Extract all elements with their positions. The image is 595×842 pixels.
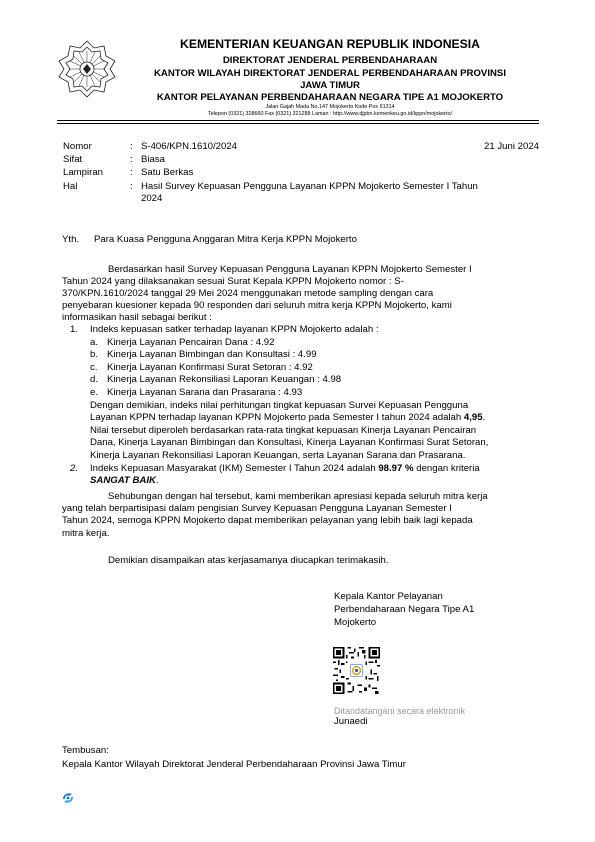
sifat-value: Biasa — [141, 154, 165, 165]
header-rule-thin — [57, 123, 539, 124]
yth-label: Yth. — [62, 234, 80, 245]
tembusan-label: Tembusan: — [62, 745, 109, 756]
closing-thanks: Demikian disampaikan atas kerjasamanya diucapkan terimakasih. — [108, 555, 389, 566]
list-number: 1. — [70, 324, 79, 335]
nomor-value: S-406/KPN.1610/2024 — [141, 141, 238, 152]
closing-line: Sehubungan dengan hal tersebut, kami memberikan apresiasi kepada seluruh mitra kerja — [108, 491, 488, 502]
directorate-name: DIREKTORAT JENDERAL PERBENDAHARAAN — [222, 55, 438, 66]
signatory-title: Mojokerto — [334, 617, 377, 628]
sifat-colon: : — [130, 154, 133, 165]
summary-line: Dana, Kinerja Layanan Bimbingan dan Konsultasi, Kinerja Layanan Konfirmasi Surat Setoran, — [90, 437, 489, 448]
hal-value-line2: 2024 — [141, 193, 163, 204]
signatory-name: Junaedi — [334, 716, 368, 727]
office-name: KANTOR PELAYANAN PERBENDAHARAAN NEGARA TIPE A1 MOJOKERTO — [156, 92, 504, 103]
qr-code — [333, 647, 380, 694]
sub-letter: e. — [90, 387, 99, 398]
hal-value-line1: Hasil Survey Kepuasan Pengguna Layanan KPPN Mojokerto Semester I Tahun — [141, 181, 478, 192]
sub-letter: a. — [90, 337, 99, 348]
closing-line: mitra kerja. — [62, 528, 110, 539]
sub-item: Kinerja Layanan Rekonsiliasi Laporan Keuangan : 4.98 — [107, 374, 342, 385]
header-rule-thick — [57, 120, 539, 121]
e-signature-watermark: Ditandatangani secara elektronik — [334, 706, 466, 716]
sifat-label: Sifat — [63, 154, 83, 165]
province-name: JAWA TIMUR — [300, 80, 360, 91]
lampiran-value: Satu Berkas — [141, 167, 194, 178]
kemenkeu-emblem-icon — [57, 39, 117, 99]
footer-logo-icon — [60, 790, 76, 806]
intro-line: informasikan hasil sebagai berikut : — [62, 312, 212, 323]
sub-item: Kinerja Layanan Pencairan Dana : 4.92 — [107, 337, 275, 348]
lampiran-label: Lampiran — [63, 167, 103, 178]
intro-line: Berdasarkan hasil Survey Kepuasan Pengguna Layanan KPPN Mojokerto Semester I — [108, 264, 472, 275]
sub-item: Kinerja Layanan Bimbingan dan Konsultasi : 4.99 — [107, 349, 317, 360]
summary-line: Layanan KPPN terhadap layanan KPPN Mojokerto pada Semester I tahun 2024 adalah 4,95. — [90, 412, 486, 423]
index-value: 4,95 — [463, 412, 483, 423]
nomor-label: Nomor — [63, 141, 92, 152]
criteria-line: SANGAT BAIK. — [90, 475, 159, 486]
nomor-colon: : — [130, 141, 133, 152]
letter-date: 21 Juni 2024 — [484, 141, 539, 152]
hal-label: Hal — [63, 181, 78, 192]
criteria-value: SANGAT BAIK — [90, 475, 156, 486]
sub-item: Kinerja Layanan Sarana dan Prasarana : 4.93 — [107, 387, 303, 398]
list-item-text: Indeks kepuasan satker terhadap layanan KPPN Mojokerto adalah : — [90, 324, 379, 335]
sub-letter: c. — [90, 362, 98, 373]
summary-line: Kinerja Layanan Rekonsiliasi Laporan Keuangan, serta Layanan Sarana dan Prasarana. — [90, 450, 466, 461]
signatory-title: Kepala Kantor Pelayanan — [334, 591, 443, 602]
tembusan-item: Kepala Kantor Wilayah Direktorat Jenderal Perbendaharaan Provinsi Jawa Timur — [62, 759, 406, 770]
sub-item: Kinerja Layanan Konfirmasi Surat Setoran : 4.92 — [107, 362, 313, 373]
sub-letter: b. — [90, 349, 99, 360]
signatory-title: Perbendaharaan Negara Tipe A1 — [334, 604, 475, 615]
office-address: Jalan Gajah Mada No.147 Mojokerto Kode Pos 61314 — [265, 104, 395, 110]
summary-line: Dengan demikian, indeks nilai perhitungan tingkat kepuasan Survei Kepuasan Pengguna — [90, 400, 469, 411]
sub-letter: d. — [90, 374, 99, 385]
regional-office-name: KANTOR WILAYAH DIREKTORAT JENDERAL PERBENDAHARAAN PROVINSI — [154, 68, 506, 79]
list-item-text: Indeks Kepuasan Masyarakat (IKM) Semester I Tahun 2024 adalah 98.97 % dengan kriteria — [90, 463, 480, 474]
ikm-value: 98.97 % — [378, 463, 414, 474]
hal-colon: : — [130, 181, 133, 192]
closing-line: Tahun 2024, semoga KPPN Mojokerto dapat memberikan pelayanan yang lebih baik lagi kepada — [62, 515, 473, 526]
intro-line: 370/KPN.1610/2024 tanggal 29 Mei 2024 menggunakan metode sampling dengan cara — [62, 288, 434, 299]
intro-line: Tahun 2024 yang dilaksanakan sesuai Surat Kepala KPPN Mojokerto nomor : S- — [62, 276, 404, 287]
addressee-name: Para Kuasa Pengguna Anggaran Mitra Kerja KPPN Mojokerto — [94, 234, 357, 245]
summary-line: Nilai tersebut diperoleh berdasarkan rata-rata tingkat kepuasan Kinerja Layanan Pencairan — [90, 425, 477, 436]
ministry-name: KEMENTERIAN KEUANGAN REPUBLIK INDONESIA — [180, 37, 480, 51]
office-contact: Telepon (0321) 328660 Fax (0321) 321288 Laman : http://www.djpbn.kemenkeu.go.id/kppn/mojokerto/ — [208, 111, 452, 117]
list-number: 2. — [70, 463, 79, 474]
lampiran-colon: : — [130, 167, 133, 178]
closing-line: yang telah berpartisipasi dalam pengisian Survey Kepuasan Pengguna Layanan Semester I — [62, 503, 452, 514]
intro-line: penyebaran kuesioner kepada 90 responden dari seluruh mitra kerja KPPN Mojokerto, kami — [62, 300, 452, 311]
